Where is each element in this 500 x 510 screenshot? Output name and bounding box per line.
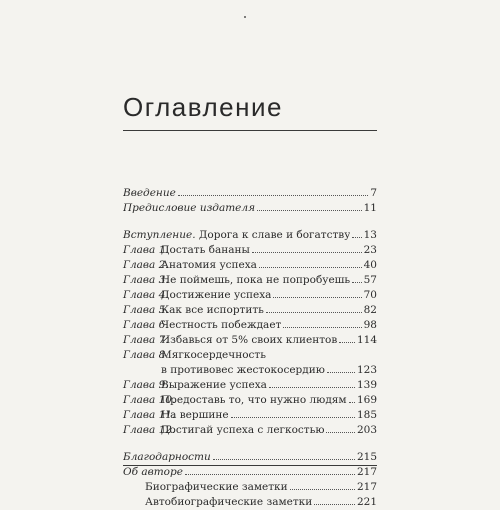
toc-subentry-autobio-notes [123, 495, 377, 510]
page-speck [244, 16, 246, 18]
toc-entry-acknowledgements [123, 450, 377, 465]
toc-entry-page: 215 [356, 451, 377, 463]
toc-entry-page: 13 [363, 229, 377, 241]
toc-entry-publisher-preface [123, 201, 377, 216]
dot-leader [257, 210, 362, 211]
chapter-page: 23 [363, 244, 377, 256]
toc-entry-title: Об авторе [123, 466, 183, 478]
chapter-title: Выражение успеха [161, 379, 267, 391]
chapter-label: Глава 8. [123, 349, 169, 361]
dot-leader [349, 402, 355, 403]
toc-entry-title: Автобиографические заметки [145, 496, 313, 508]
chapter-label: Глава 3. [123, 274, 169, 286]
dot-leader [185, 474, 355, 475]
chapter-label: Глава 4. [123, 289, 169, 301]
chapter-title: Не поймешь, пока не попробуешь [161, 274, 351, 286]
dot-leader [178, 195, 369, 196]
dot-leader [290, 489, 355, 490]
chapter-label: Глава 2. [123, 259, 169, 271]
chapter-page: 123 [356, 364, 377, 376]
toc-entry-page: 217 [356, 466, 377, 478]
chapter-label: Глава 11. [123, 409, 176, 421]
chapter-page: 82 [363, 304, 377, 316]
toc-heading: Оглавление [123, 92, 283, 122]
toc-entry-chapter [123, 348, 377, 363]
chapter-label: Глава 5. [123, 304, 169, 316]
chapter-title: Избавься от 5% своих клиентов [161, 334, 338, 346]
dot-leader [314, 504, 355, 505]
dot-leader [259, 267, 362, 268]
chapter-label: Глава 1. [123, 244, 169, 256]
dot-leader [283, 327, 361, 328]
dot-leader [213, 459, 355, 460]
chapter-label: Глава 10. [123, 394, 176, 406]
toc-entry-intro [123, 228, 377, 243]
toc-entry-label: Вступление. [123, 229, 196, 241]
chapter-page: 203 [356, 424, 377, 436]
toc-entry-title: Предисловие издателя [123, 202, 256, 214]
chapter-page: 169 [356, 394, 377, 406]
chapter-page: 114 [356, 334, 377, 346]
table-of-contents [123, 186, 377, 510]
chapter-page: 70 [363, 289, 377, 301]
heading-rule [123, 130, 377, 131]
chapter-page: 185 [356, 409, 377, 421]
chapter-title: На вершине [161, 409, 229, 421]
toc-entry-title: Дорога к славе и богатству [198, 229, 351, 241]
toc-entry-chapter [123, 258, 377, 273]
toc-entry-title: Биографические заметки [145, 481, 288, 493]
dot-leader [231, 417, 355, 418]
chapter-title: Достигай успеха с легкостью [161, 424, 325, 436]
chapter-label: Глава 9. [123, 379, 169, 391]
toc-entry-chapter [123, 393, 377, 408]
toc-entry-page: 7 [370, 187, 377, 199]
toc-entry-page: 217 [356, 481, 377, 493]
toc-entry-title: Введение [123, 187, 176, 199]
chapter-title: Мягкосердечность [161, 349, 266, 361]
toc-entry-page: 221 [356, 496, 377, 508]
toc-entry-chapter-continued [123, 363, 377, 378]
chapter-title: Предоставь то, что нужно людям [161, 394, 347, 406]
dot-leader [252, 252, 362, 253]
chapter-page: 98 [363, 319, 377, 331]
chapter-title: Достать бананы [161, 244, 250, 256]
chapter-page: 139 [356, 379, 377, 391]
toc-entry-about-author [123, 465, 377, 480]
chapter-page: 57 [363, 274, 377, 286]
toc-entry-chapter [123, 333, 377, 348]
toc-entry-chapter [123, 273, 377, 288]
toc-subentry-bio-notes [123, 480, 377, 495]
chapter-title: Анатомия успеха [161, 259, 257, 271]
chapter-label: Глава 12. [123, 424, 176, 436]
toc-entry-title: Благодарности [123, 451, 211, 463]
chapter-title: Честность побеждает [161, 319, 282, 331]
dot-leader [273, 297, 361, 298]
dot-leader [266, 312, 362, 313]
bottom-rule [123, 465, 377, 466]
toc-entry-chapter [123, 423, 377, 438]
toc-entry-chapter [123, 318, 377, 333]
dot-leader [352, 282, 361, 283]
dot-leader [327, 372, 355, 373]
toc-entry-chapter [123, 408, 377, 423]
dot-leader [352, 237, 361, 238]
chapter-title: Как все испортить [161, 304, 264, 316]
chapter-title-line2: в противовес жестокосердию [161, 364, 325, 376]
toc-entry-chapter [123, 288, 377, 303]
toc-entry-chapter [123, 243, 377, 258]
chapter-page: 40 [363, 259, 377, 271]
chapter-label: Глава 6. [123, 319, 169, 331]
dot-leader [326, 432, 354, 433]
toc-entry-chapter [123, 378, 377, 393]
toc-entry-introduction [123, 186, 377, 201]
dot-leader [269, 387, 355, 388]
toc-entry-page: 11 [363, 202, 377, 214]
chapter-label: Глава 7. [123, 334, 169, 346]
dot-leader [339, 342, 355, 343]
chapter-title: Достижение успеха [161, 289, 272, 301]
toc-entry-chapter [123, 303, 377, 318]
